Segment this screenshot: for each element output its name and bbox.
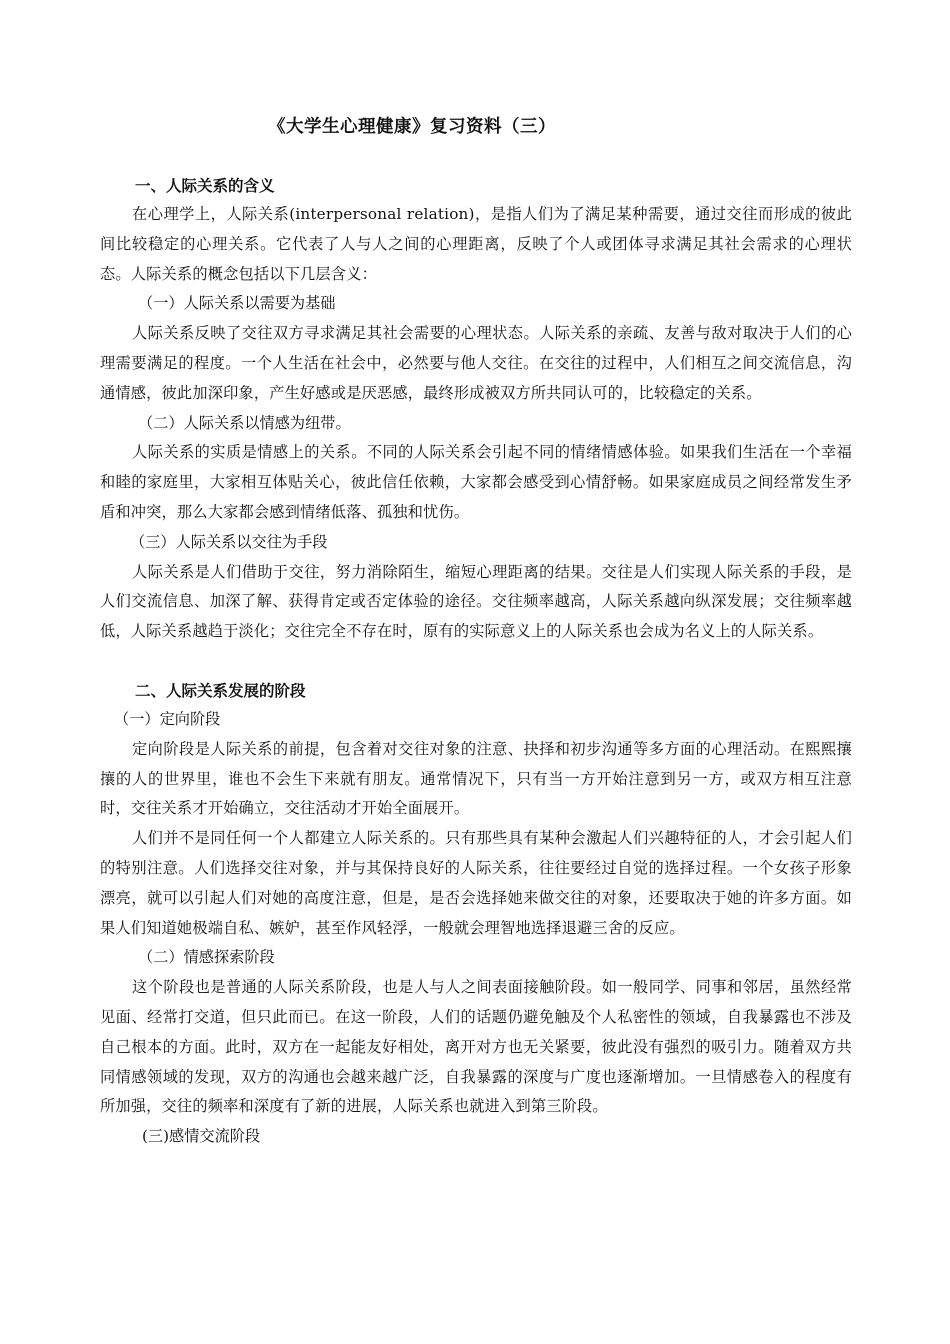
- paragraph: 在心理学上，人际关系(interpersonal relation)，是指人们为了满足某种需要，通过交往而形成的彼此间比较稳定的心理关系。它代表了人与人之间的心理距离，反映了个人或团体寻求满足其社会需求的心理状态。人际关系的概念包括以下几层含义：: [100, 205, 852, 283]
- section-heading: 二、人际关系发展的阶段: [135, 680, 306, 700]
- paragraph: 这个阶段也是普通的人际关系阶段，也是人与人之间表面接触阶段。如一般同学、同事和邻居，虽然经常见面、经常打交道，但只此而已。在这一阶段，人们的话题仍避免触及个人私密性的领域，自我暴露也不涉及自己根本的方面。此时，双方在一起能友好相处，离开对方也无关紧要，彼此没有强烈的吸引力。随着双方共同情感领域的发现，双方的沟通也会越来越广泛，自我暴露的深度与广度也逐渐增加。一旦情感卷入的程度有所加强，交往的频率和深度有了新的进展，人际关系也就进入到第三阶段。: [100, 978, 852, 1116]
- paragraph: 人们并不是同任何一个人都建立人际关系的。只有那些具有某种会激起人们兴趣特征的人，才会引起人们的特别注意。人们选择交往对象，并与其保持良好的人际关系，往往要经过自觉的选择过程。一个女孩子形象漂亮，就可以引起人们对她的高度注意，但是，是否会选择她来做交往的对象，还要取决于她的许多方面。如果人们知道她极端自私、嫉妒，甚至作风轻浮，一般就会理智地选择退避三舍的反应。: [100, 829, 852, 937]
- paragraph: 人际关系反映了交往双方寻求满足其社会需要的心理状态。人际关系的亲疏、友善与敌对取决于人们的心理需要满足的程度。一个人生活在社会中，必然要与他人交往。在交往的过程中，人们相互之间交流信息，沟通情感，彼此加深印象，产生好感或是厌恶感，最终形成被双方所共同认可的，比较稳定的关系。: [100, 324, 852, 402]
- subsection-heading: （二）情感探索阶段: [138, 948, 275, 967]
- subsection-heading: （三）人际关系以交往为手段: [130, 532, 328, 551]
- subsection-heading: （一）定向阶段: [114, 709, 221, 728]
- subsection-heading: （二）人际关系以情感为纽带。: [138, 413, 351, 432]
- paragraph: 人际关系的实质是情感上的关系。不同的人际关系会引起不同的情绪情感体验。如果我们生活在一个幸福和睦的家庭里，大家相互体贴关心，彼此信任依赖，大家都会感受到心情舒畅。如果家庭成员之间经常发生矛盾和冲突，那么大家都会感到情绪低落、孤独和忧伤。: [100, 443, 852, 521]
- section-heading: 一、人际关系的含义: [135, 176, 275, 195]
- paragraph: 人际关系是人们借助于交往，努力消除陌生，缩短心理距离的结果。交往是人们实现人际关系的手段，是人们交流信息、加深了解、获得肯定或否定体验的途径。交往频率越高，人际关系越向纵深发展；交往频率越低，人际关系越趋于淡化；交往完全不存在时，原有的实际意义上的人际关系也会成为名义上的人际关系。: [100, 562, 852, 641]
- spacer: [100, 647, 852, 676]
- document-body: [100, 171, 852, 1152]
- paragraph: 定向阶段是人际关系的前提，包含着对交往对象的注意、抉择和初步沟通等多方面的心理活动。在熙熙攘攘的人的世界里，谁也不会生下来就有朋友。通常情况下，只有当一方开始注意到另一方，或双方相互注意时，交往关系才开始确立，交往活动才开始全面展开。: [100, 739, 852, 818]
- document-title: 《大学生心理健康》复习资料（三）: [268, 117, 556, 137]
- subsection-heading: （一）人际关系以需要为基础: [138, 294, 336, 313]
- subsection-heading: (三)感情交流阶段: [142, 1127, 261, 1146]
